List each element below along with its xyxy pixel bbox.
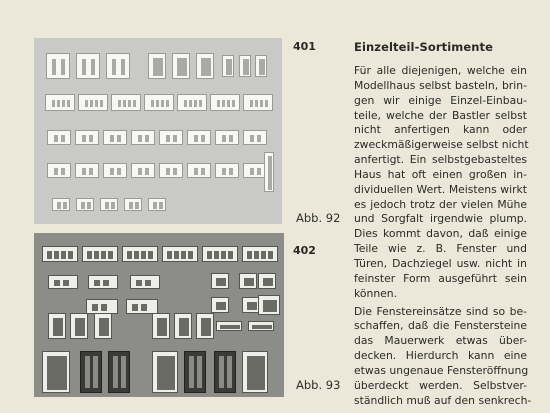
window-part bbox=[103, 130, 127, 145]
text-line: es jedoch trotz der vielen Mühe bbox=[354, 197, 527, 211]
window-part bbox=[152, 351, 178, 393]
window-part bbox=[239, 55, 251, 77]
window-part bbox=[131, 163, 155, 178]
window-part bbox=[75, 130, 99, 145]
figure-ref-402: 402 bbox=[293, 244, 316, 257]
paragraph-2 bbox=[354, 304, 532, 409]
text-line: Türen, Dachziegel usw. nicht in bbox=[354, 256, 527, 270]
window-part bbox=[187, 163, 211, 178]
window-part bbox=[76, 53, 100, 79]
window-part bbox=[130, 275, 160, 289]
text-line: das Mauerwerk etwas über- bbox=[354, 334, 527, 348]
window-part bbox=[162, 246, 198, 262]
window-part bbox=[210, 94, 240, 111]
window-part bbox=[131, 130, 155, 145]
window-part bbox=[144, 94, 174, 111]
window-part bbox=[258, 295, 280, 315]
window-part bbox=[239, 273, 257, 289]
paragraph-1 bbox=[354, 64, 527, 302]
text-line: teile, welche der Bastler selbst bbox=[354, 108, 527, 122]
text-line: dividuellen Wert. Meistens wirkt bbox=[354, 182, 527, 196]
text-line: etwas ungenaue Fensteröffnung bbox=[354, 363, 529, 377]
text-line: decken. Hierdurch kann eine bbox=[354, 349, 527, 363]
window-part bbox=[216, 321, 242, 331]
text-line: zweckmäßigerweise selbst nicht bbox=[354, 138, 529, 152]
window-part bbox=[211, 273, 229, 289]
window-part bbox=[255, 55, 267, 77]
window-part bbox=[177, 94, 207, 111]
window-part bbox=[78, 94, 108, 111]
window-part bbox=[159, 130, 183, 145]
window-part bbox=[214, 351, 236, 393]
window-part bbox=[46, 53, 70, 79]
window-part bbox=[48, 275, 78, 289]
parts-photo-401 bbox=[34, 38, 282, 224]
window-part bbox=[108, 351, 130, 393]
text-line: können. bbox=[354, 286, 398, 300]
window-part bbox=[106, 53, 130, 79]
window-part bbox=[202, 246, 238, 262]
window-part bbox=[242, 351, 268, 393]
window-part bbox=[82, 246, 118, 262]
window-part bbox=[174, 313, 192, 339]
window-part bbox=[222, 55, 234, 77]
text-line: Modellhaus selbst basteln, brin- bbox=[354, 78, 527, 92]
text-line: schaffen, daß die Fenstersteine bbox=[354, 319, 527, 333]
window-part bbox=[70, 313, 88, 339]
window-part bbox=[94, 313, 112, 339]
window-part bbox=[243, 130, 267, 145]
window-part bbox=[248, 321, 274, 331]
window-part bbox=[80, 351, 102, 393]
window-part bbox=[258, 273, 276, 289]
window-part bbox=[124, 198, 142, 211]
text-line: Haus hat oft einen großen in- bbox=[354, 167, 527, 181]
window-part bbox=[88, 275, 118, 289]
window-part bbox=[148, 198, 166, 211]
window-part bbox=[172, 53, 190, 79]
window-part bbox=[242, 246, 278, 262]
parts-photo-402 bbox=[34, 233, 284, 397]
window-part bbox=[47, 130, 71, 145]
text-line: Teile wie z. B. Fenster und bbox=[354, 242, 527, 256]
article-title: Einzelteil-Sortimente bbox=[354, 40, 494, 54]
window-part bbox=[111, 94, 141, 111]
window-part bbox=[75, 163, 99, 178]
window-part bbox=[48, 313, 66, 339]
window-part bbox=[45, 94, 75, 111]
window-part bbox=[215, 163, 239, 178]
figure-caption-92: Abb. 92 bbox=[296, 211, 341, 225]
text-line: gen wir einige Einzel-Einbau- bbox=[354, 93, 527, 107]
text-line: feinster Form ausgeführt sein bbox=[354, 271, 527, 285]
text-line: überdeckt werden. Selbstver- bbox=[354, 378, 527, 392]
window-part bbox=[103, 163, 127, 178]
window-part bbox=[122, 246, 158, 262]
text-line: anfertigt. Ein selbstgebasteltes bbox=[354, 153, 527, 167]
window-part bbox=[76, 198, 94, 211]
window-part bbox=[196, 53, 214, 79]
window-part bbox=[215, 130, 239, 145]
text-line: und Sorgfalt irgendwie plump. bbox=[354, 212, 527, 226]
text-line: Dies kommt davon, daß einige bbox=[354, 227, 527, 241]
window-part bbox=[211, 297, 229, 313]
window-part bbox=[148, 53, 166, 79]
window-part bbox=[152, 313, 170, 339]
window-part bbox=[184, 351, 206, 393]
window-part bbox=[47, 163, 71, 178]
article-body bbox=[354, 64, 532, 408]
window-part bbox=[100, 198, 118, 211]
text-line: Die Fenstereinsätze sind so be- bbox=[354, 304, 527, 318]
window-part bbox=[159, 163, 183, 178]
window-part bbox=[243, 94, 273, 111]
window-part bbox=[196, 313, 214, 339]
window-part bbox=[264, 152, 274, 192]
window-part bbox=[42, 246, 78, 262]
figure-caption-93: Abb. 93 bbox=[296, 378, 341, 392]
text-line: Für alle diejenigen, welche ein bbox=[354, 64, 527, 77]
window-part bbox=[52, 198, 70, 211]
window-part bbox=[187, 130, 211, 145]
window-part bbox=[42, 351, 70, 393]
window-part bbox=[126, 299, 158, 314]
text-line: nicht anfertigen kann oder bbox=[354, 123, 527, 137]
window-part bbox=[86, 299, 118, 314]
figure-ref-401: 401 bbox=[293, 40, 316, 53]
text-line: ständlich muß auf den senkrech- bbox=[354, 393, 532, 407]
